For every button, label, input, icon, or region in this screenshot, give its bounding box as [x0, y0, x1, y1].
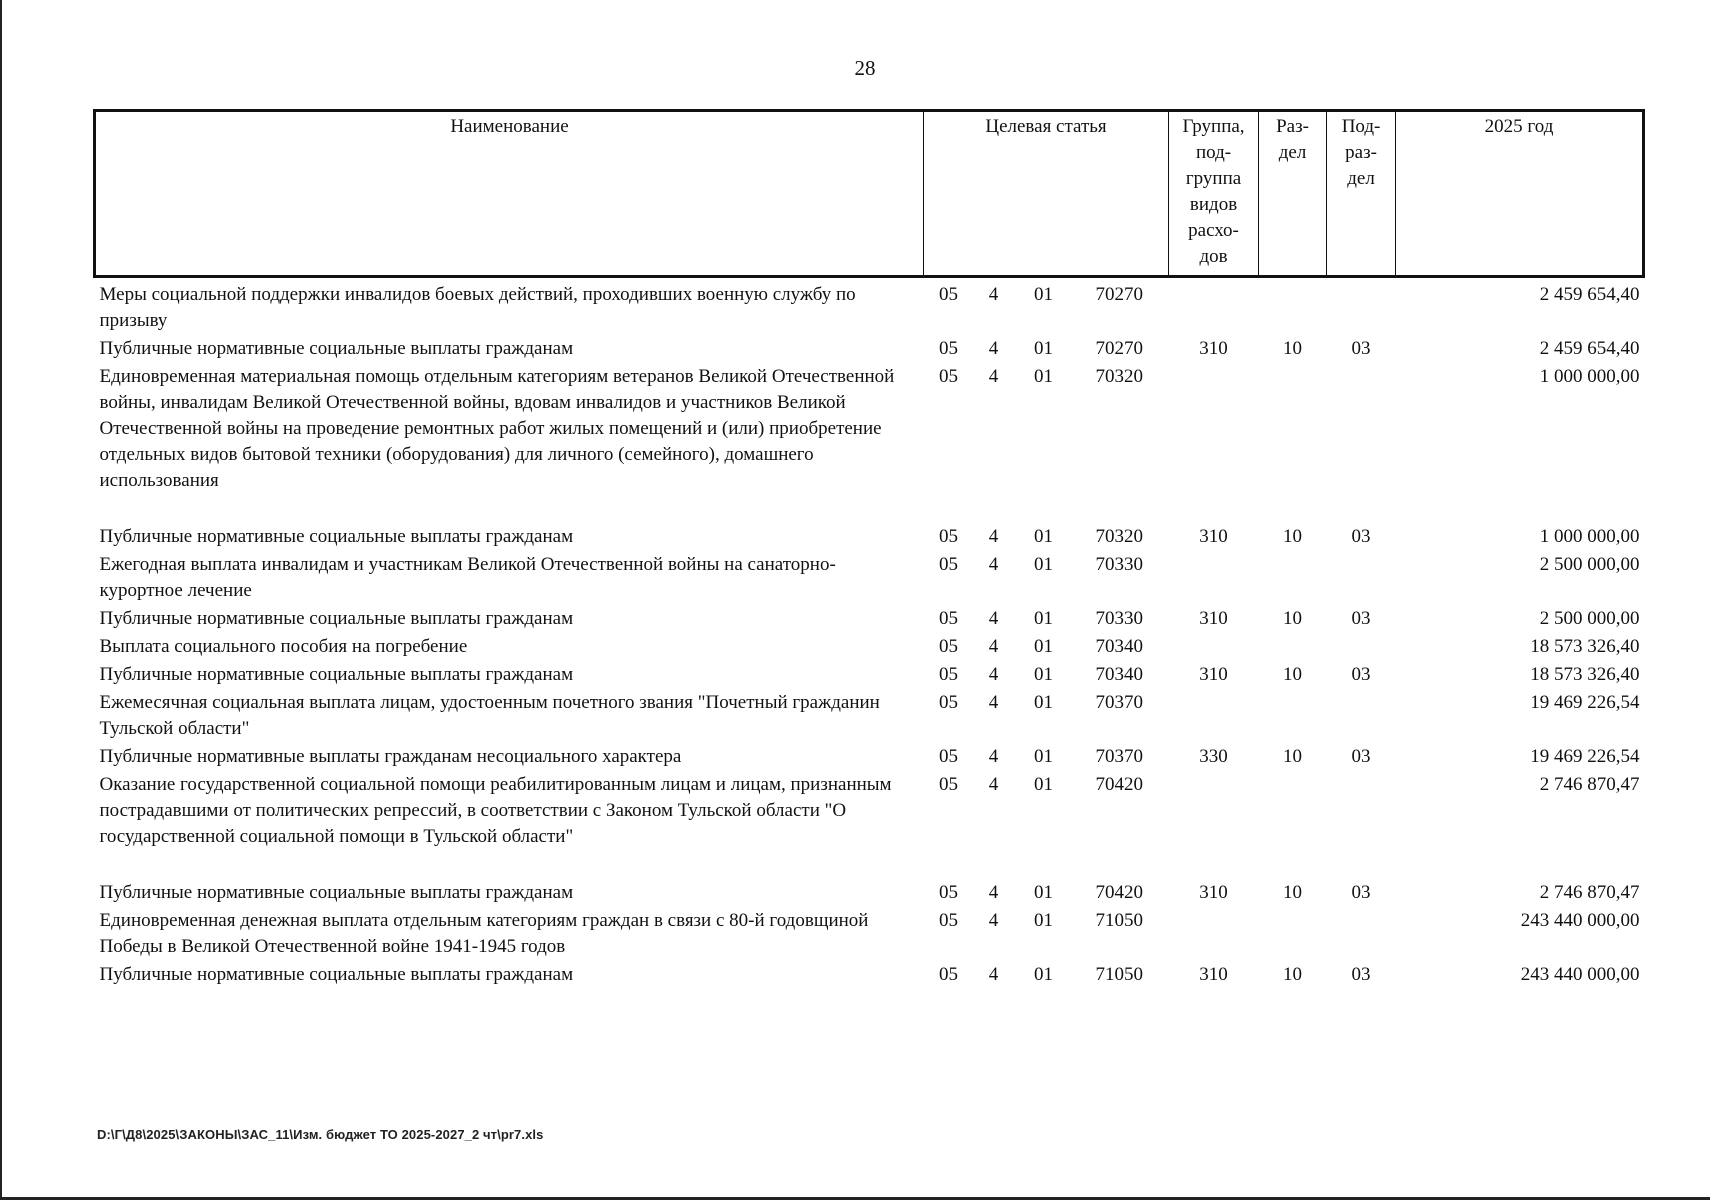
- amount-2025: 18 573 326,40: [1530, 636, 1640, 657]
- target-article-program: 05: [939, 746, 958, 767]
- subsection-code: [1327, 772, 1396, 880]
- subsection-code: 03: [1351, 338, 1371, 359]
- expense-group: [1169, 364, 1259, 524]
- target-article-direction: 71050: [1095, 964, 1143, 985]
- target-article-program: 05: [939, 882, 958, 903]
- target-article-direction: 70340: [1095, 664, 1143, 685]
- amount-2025: 2 500 000,00: [1539, 608, 1640, 629]
- amount-2025: 2 746 870,47: [1539, 882, 1640, 903]
- expense-group: 310: [1199, 664, 1228, 685]
- subsection-code: 03: [1351, 526, 1371, 547]
- header-subsection: [1327, 111, 1396, 277]
- target-article-direction: 70370: [1095, 746, 1143, 767]
- header-section-line: дел: [1278, 142, 1307, 163]
- target-article-subprogram: 01: [1034, 554, 1053, 575]
- header-section-line: Раз-: [1276, 116, 1309, 137]
- page-number: 28: [854, 56, 876, 80]
- amount-2025: 19 469 226,54: [1530, 746, 1640, 767]
- row-name: Публичные нормативные социальные выплаты гражданам: [99, 526, 574, 547]
- target-article-direction: 70270: [1095, 338, 1143, 359]
- expense-group: 310: [1199, 964, 1228, 985]
- row-name: Ежегодная выплата инвалидам и участникам Великой Отечественной войны на санаторно-курортное лечение: [99, 554, 836, 601]
- section-code: [1259, 552, 1327, 606]
- header-subsection-line: Под-: [1341, 116, 1381, 137]
- row-name: Оказание государственной социальной помощи реабилитированным лицам и лицам, признанным пострадавшими от политических репрессий, в соответствии с Законом Тульской области "О государственной социальной помощи в Тульской области": [99, 774, 892, 847]
- target-article-direction: 70370: [1095, 692, 1143, 713]
- section-code: [1259, 634, 1327, 662]
- section-code: 10: [1283, 746, 1303, 767]
- row-name: Единовременная материальная помощь отдельным категориям ветеранов Великой Отечественной войны, инвалидам Великой Отечественной войны, вдовам инвалидов и участников Великой Отечественной войны на проведение ремонтных работ жилых помещений и (или) приобретение отдельных видов бытовой техники (оборудования) для личного (семейного), домашнего использования: [99, 366, 895, 491]
- target-article-program: 05: [939, 526, 958, 547]
- section-code: [1259, 690, 1327, 744]
- footer-file-path: D:\Г\Д8\2025\ЗАКОНЫ\ЗАС_11\Изм. бюджет ТО 2025-2027_2 чт\pr7.xls: [97, 1127, 544, 1142]
- row-name: Публичные нормативные социальные выплаты гражданам: [99, 664, 574, 685]
- budget-table: [93, 109, 1645, 990]
- header-expense-group-line: под-: [1195, 142, 1232, 163]
- row-name: Выплата социального пособия на погребение: [99, 636, 468, 657]
- target-article-program: 05: [939, 366, 958, 387]
- table-row: [95, 524, 1644, 552]
- subsection-code: 03: [1351, 964, 1371, 985]
- target-article-direction: 71050: [1095, 910, 1143, 931]
- header-expense-group: [1169, 111, 1259, 277]
- subsection-code: [1327, 690, 1396, 744]
- expense-group: 310: [1199, 608, 1228, 629]
- expense-group: [1169, 690, 1259, 744]
- target-article-program: 05: [939, 910, 958, 931]
- target-article-program: 05: [939, 774, 958, 795]
- amount-2025: 2 459 654,40: [1539, 338, 1640, 359]
- target-article-subprogram: 01: [1034, 338, 1053, 359]
- target-article-subprogram: 01: [1034, 636, 1053, 657]
- subsection-code: 03: [1351, 664, 1371, 685]
- row-name: Публичные нормативные социальные выплаты гражданам: [99, 964, 574, 985]
- target-article-type: 4: [988, 692, 999, 713]
- section-code: 10: [1283, 664, 1303, 685]
- subsection-code: [1327, 364, 1396, 524]
- target-article-subprogram: 01: [1034, 774, 1053, 795]
- header-year-2025: 2025 год: [1396, 111, 1644, 277]
- target-article-subprogram: 01: [1034, 526, 1053, 547]
- section-code: [1259, 908, 1327, 962]
- table-row: [95, 634, 1644, 662]
- amount-2025: 1 000 000,00: [1539, 366, 1640, 387]
- row-name: Публичные нормативные социальные выплаты гражданам: [99, 882, 574, 903]
- target-article-direction: 70420: [1095, 774, 1143, 795]
- target-article-direction: 70340: [1095, 636, 1143, 657]
- target-article-type: 4: [988, 664, 999, 685]
- table-row: [95, 552, 1644, 606]
- row-name: Единовременная денежная выплата отдельным категориям граждан в связи с 80-й годовщиной Победы в Великой Отечественной войне 1941-1945 годов: [99, 910, 869, 957]
- target-article-direction: 70420: [1095, 882, 1143, 903]
- header-expense-group-line: группа: [1185, 168, 1242, 189]
- target-article-type: 4: [988, 774, 999, 795]
- header-target-article: Целевая статья: [924, 111, 1169, 277]
- target-article-type: 4: [988, 910, 999, 931]
- table-header-row: [95, 111, 1644, 277]
- target-article-program: 05: [939, 608, 958, 629]
- subsection-code: [1327, 552, 1396, 606]
- target-article-direction: 70330: [1095, 554, 1143, 575]
- amount-2025: 2 459 654,40: [1539, 284, 1640, 305]
- target-article-direction: 70270: [1095, 284, 1143, 305]
- table-row: [95, 277, 1644, 337]
- header-name: Наименование: [95, 111, 924, 277]
- target-article-type: 4: [988, 366, 999, 387]
- target-article-subprogram: 01: [1034, 284, 1053, 305]
- header-subsection-line: раз-: [1345, 142, 1377, 163]
- target-article-subprogram: 01: [1034, 664, 1053, 685]
- section-code: 10: [1283, 338, 1303, 359]
- expense-group: [1169, 908, 1259, 962]
- amount-2025: 243 440 000,00: [1520, 910, 1640, 931]
- target-article-subprogram: 01: [1034, 692, 1053, 713]
- amount-2025: 2 500 000,00: [1539, 554, 1640, 575]
- row-name: Публичные нормативные социальные выплаты гражданам: [99, 338, 574, 359]
- table-row: [95, 962, 1644, 990]
- target-article-subprogram: 01: [1034, 882, 1053, 903]
- expense-group: 310: [1199, 338, 1228, 359]
- row-name: Публичные нормативные социальные выплаты гражданам: [99, 608, 574, 629]
- header-expense-group-line: дов: [1199, 246, 1228, 267]
- expense-group: 330: [1199, 746, 1228, 767]
- amount-2025: 19 469 226,54: [1530, 692, 1640, 713]
- target-article-subprogram: 01: [1034, 964, 1053, 985]
- amount-2025: 18 573 326,40: [1530, 664, 1640, 685]
- table-row: [95, 880, 1644, 908]
- expense-group: [1169, 277, 1259, 337]
- section-code: 10: [1283, 964, 1303, 985]
- section-code: 10: [1283, 608, 1303, 629]
- target-article-subprogram: 01: [1034, 366, 1053, 387]
- target-article-type: 4: [988, 636, 999, 657]
- section-code: [1259, 277, 1327, 337]
- subsection-code: [1327, 277, 1396, 337]
- target-article-subprogram: 01: [1034, 746, 1053, 767]
- table-row: [95, 336, 1644, 364]
- table-row: [95, 908, 1644, 962]
- target-article-direction: 70330: [1095, 608, 1143, 629]
- section-code: 10: [1283, 526, 1303, 547]
- amount-2025: 243 440 000,00: [1520, 964, 1640, 985]
- expense-group: 310: [1199, 526, 1228, 547]
- row-name: Ежемесячная социальная выплата лицам, удостоенным почетного звания "Почетный гражданин Тульской области": [99, 692, 880, 739]
- header-subsection-line: дел: [1347, 168, 1375, 189]
- page-edge-left: [0, 0, 2, 1200]
- target-article-program: 05: [939, 554, 958, 575]
- expense-group: [1169, 772, 1259, 880]
- subsection-code: [1327, 634, 1396, 662]
- target-article-type: 4: [988, 526, 999, 547]
- target-article-type: 4: [988, 882, 999, 903]
- target-article-type: 4: [988, 338, 999, 359]
- subsection-code: 03: [1351, 608, 1371, 629]
- target-article-program: 05: [939, 692, 958, 713]
- target-article-direction: 70320: [1095, 526, 1143, 547]
- table-row: [95, 364, 1644, 524]
- target-article-program: 05: [939, 964, 958, 985]
- table-body: [95, 277, 1644, 991]
- header-expense-group-line: видов: [1189, 194, 1238, 215]
- table-row: [95, 662, 1644, 690]
- section-code: [1259, 772, 1327, 880]
- section-code: 10: [1283, 882, 1303, 903]
- target-article-type: 4: [988, 608, 999, 629]
- target-article-type: 4: [988, 284, 999, 305]
- target-article-subprogram: 01: [1034, 608, 1053, 629]
- target-article-direction: 70320: [1095, 366, 1143, 387]
- target-article-type: 4: [988, 746, 999, 767]
- target-article-type: 4: [988, 554, 999, 575]
- target-article-program: 05: [939, 636, 958, 657]
- table-row: [95, 690, 1644, 744]
- target-article-program: 05: [939, 664, 958, 685]
- amount-2025: 1 000 000,00: [1539, 526, 1640, 547]
- target-article-program: 05: [939, 338, 958, 359]
- target-article-program: 05: [939, 284, 958, 305]
- subsection-code: [1327, 908, 1396, 962]
- table-row: [95, 606, 1644, 634]
- table-row: [95, 744, 1644, 772]
- subsection-code: 03: [1351, 882, 1371, 903]
- table-row: [95, 772, 1644, 880]
- row-name: Меры социальной поддержки инвалидов боевых действий, проходивших военную службу по призыву: [99, 284, 856, 331]
- section-code: [1259, 364, 1327, 524]
- expense-group: [1169, 634, 1259, 662]
- expense-group: 310: [1199, 882, 1228, 903]
- expense-group: [1169, 552, 1259, 606]
- target-article-subprogram: 01: [1034, 910, 1053, 931]
- subsection-code: 03: [1351, 746, 1371, 767]
- header-expense-group-line: Группа,: [1182, 116, 1245, 137]
- target-article-type: 4: [988, 964, 999, 985]
- header-expense-group-line: расхо-: [1188, 220, 1239, 241]
- header-section: [1259, 111, 1327, 277]
- amount-2025: 2 746 870,47: [1539, 774, 1640, 795]
- row-name: Публичные нормативные выплаты гражданам несоциального характера: [99, 746, 682, 767]
